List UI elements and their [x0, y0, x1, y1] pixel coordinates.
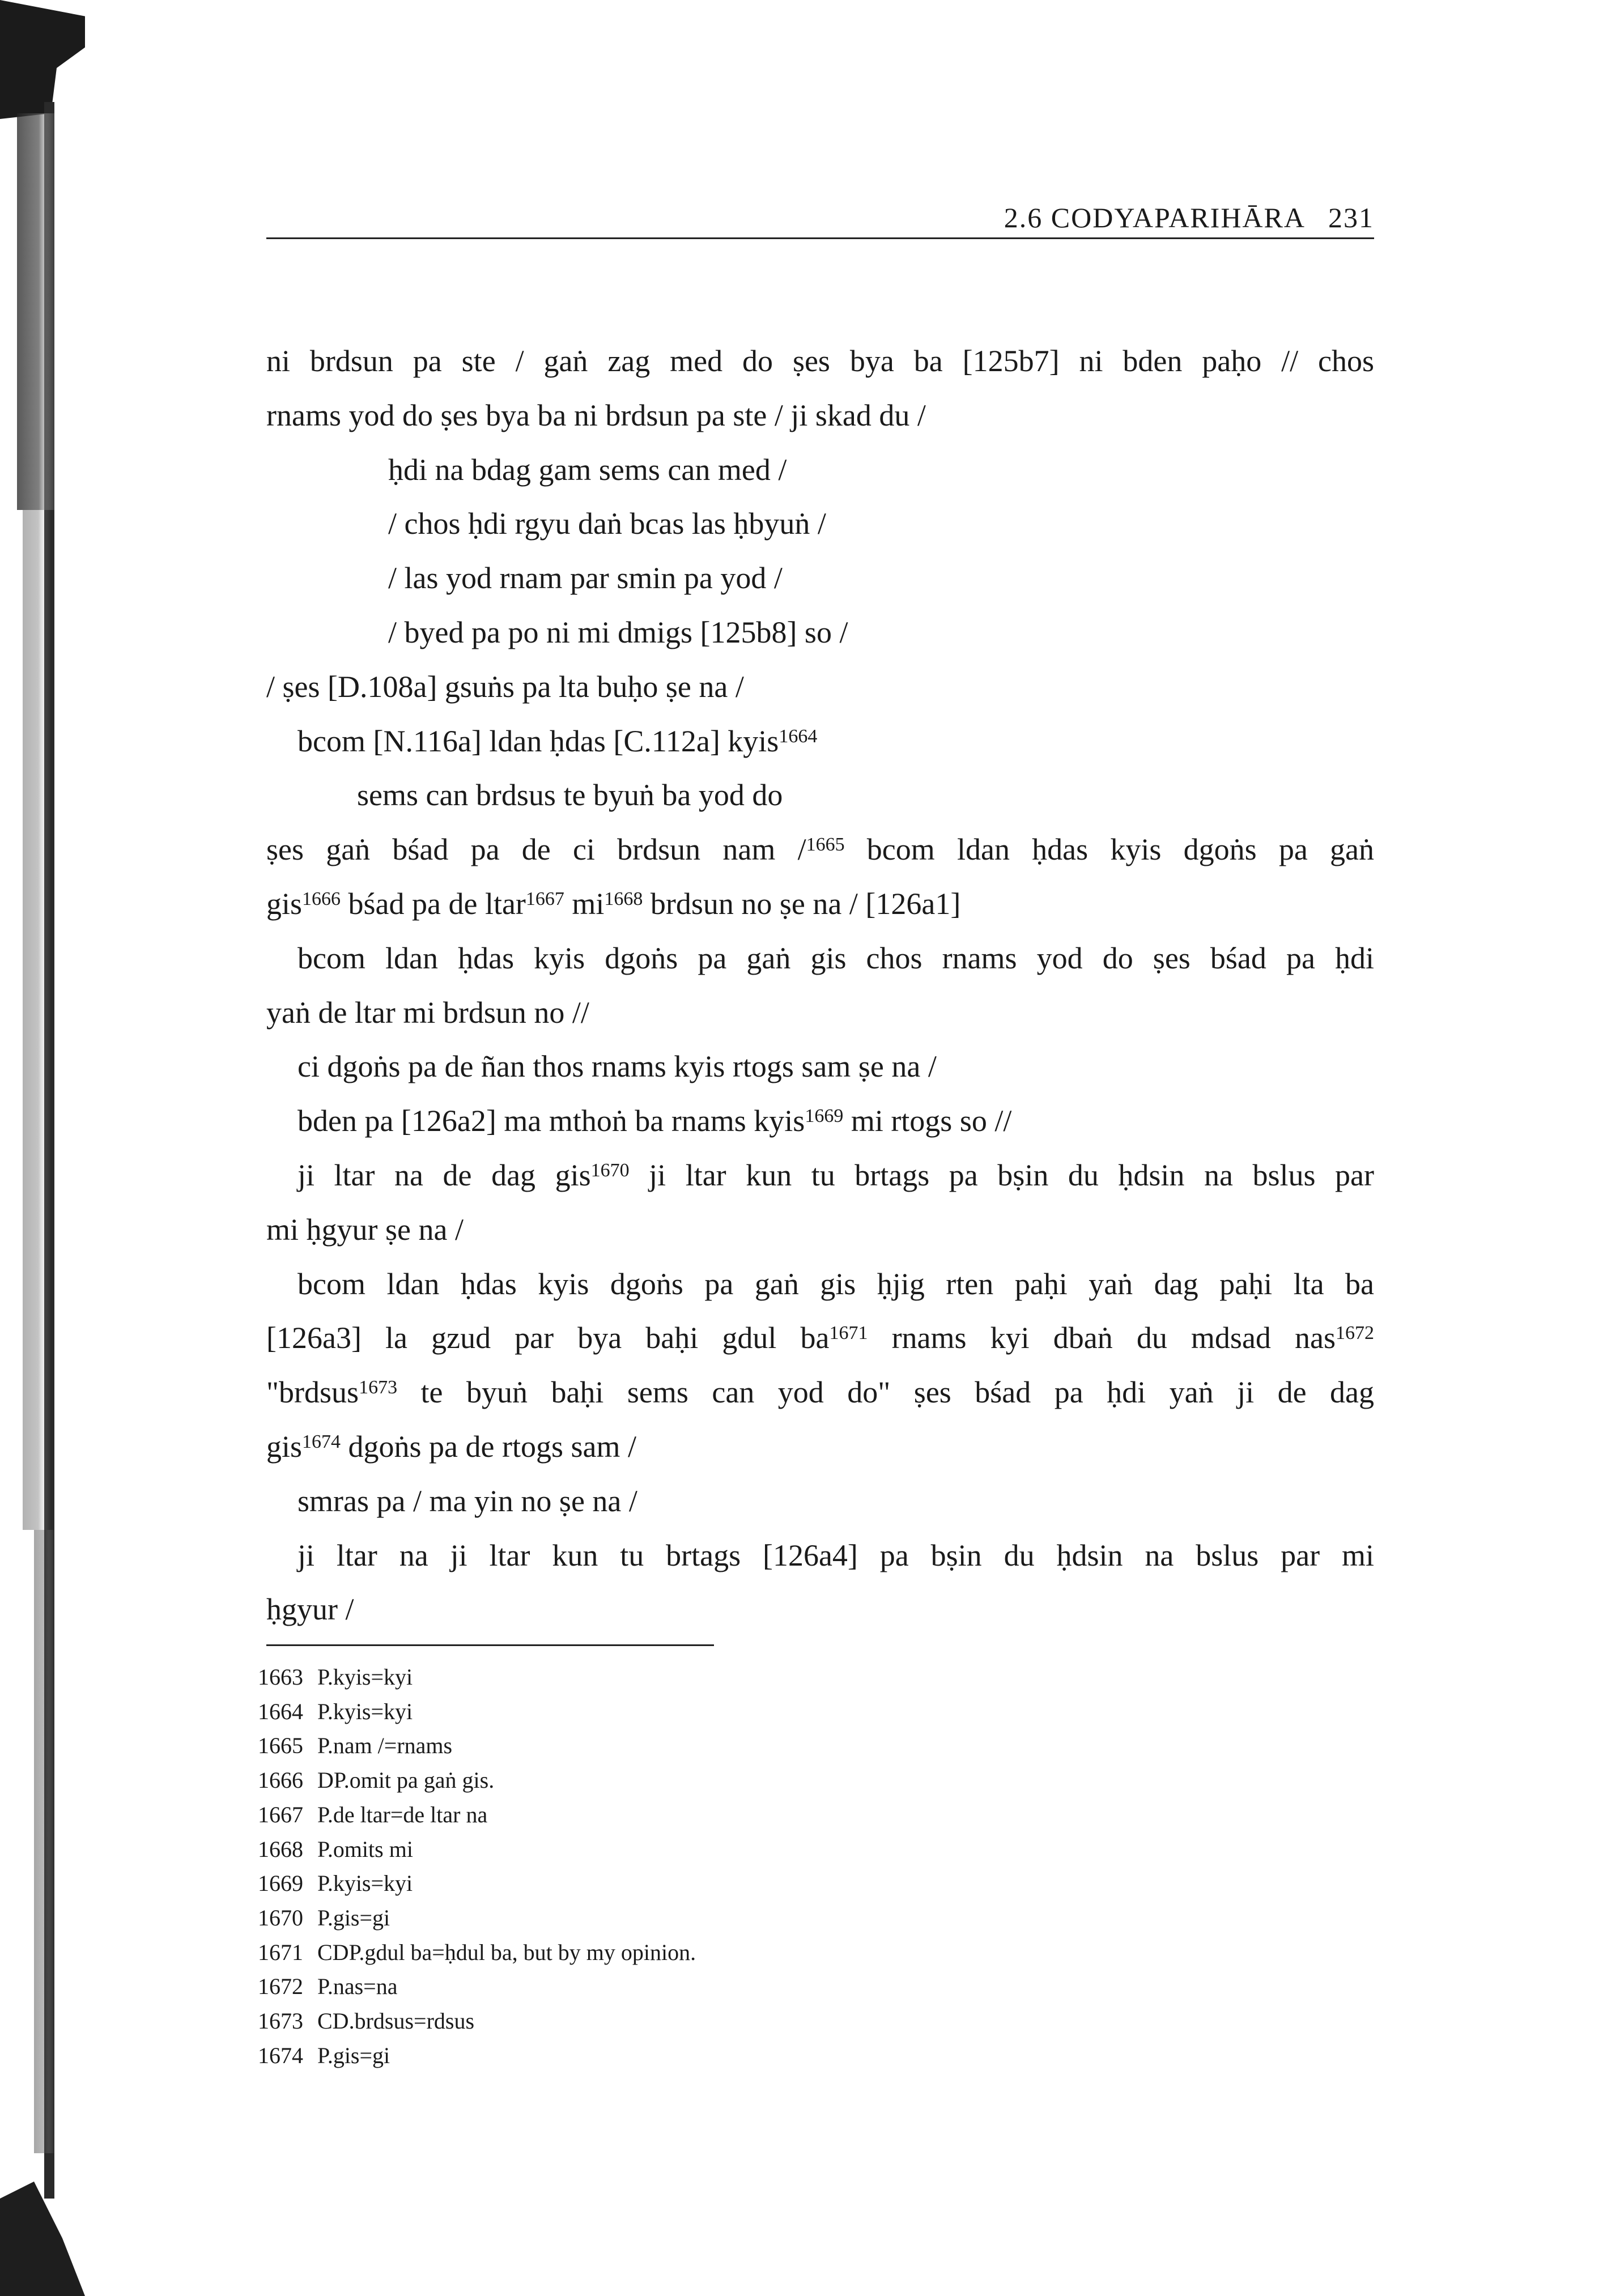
running-header [266, 204, 1374, 239]
footnote: 1668 P.omits mi [258, 1836, 413, 1862]
footnote-ref: 1671 [829, 1323, 868, 1344]
footnote: 1664 P.kyis=kyi [258, 1698, 413, 1724]
footnote-ref: 1672 [1336, 1323, 1375, 1344]
footnote: 1667 P.de ltar=de ltar na [258, 1801, 488, 1827]
text-line: rnams yod do ṣes bya ba ni brdsun pa ste / ji skad du / [266, 398, 926, 432]
text-line: bcom [N.116a] ldan ḥdas [C.112a] kyis$^{1664}$ [297, 724, 818, 758]
footnote: 1674 P.gis=gi [258, 2042, 390, 2068]
text-line: ṣes gaṅ bśad pa de ci brdsun nam /$^{1665}$ bcom ldan ḥdas kyis dgoṅs pa gaṅ [266, 832, 1374, 867]
verse-line: / chos ḥdi rgyu daṅ bcas las ḥbyuṅ / [388, 507, 826, 541]
text-line: sems can brdsus te byuṅ ba yod do [357, 778, 783, 813]
text-line: bcom ldan ḥdas kyis dgoṅs pa gaṅ gis chos rnams yod do ṣes bśad pa ḥdi [297, 941, 1374, 975]
footnote-ref: 1665 [806, 834, 845, 856]
text-line: ḥgyur / [266, 1592, 354, 1627]
text-line: [126a3] la gzud par bya baḥi gdul $ba^{1671}$ rnams kyi dbaṅ du mdsad nas$^{1672}$ [266, 1321, 1375, 1355]
text-line: smras pa / ma yin no ṣe na / [297, 1483, 637, 1518]
footnote: 1671 CDP.gdul ba=ḥdul ba, but by my opinion. [258, 1939, 696, 1965]
footnote: 1663 P.kyis=kyi [258, 1664, 413, 1690]
text-line: yaṅ de ltar mi brdsun no // [266, 995, 589, 1030]
verse-line: ḥdi na bdag gam sems can med / [388, 452, 787, 487]
footnote-ref: 1673 [359, 1377, 398, 1398]
text-line: bden pa [126a2] ma mthoṅ ba rnams kyis$^{1669}$ mi rtogs so // [297, 1104, 1012, 1138]
footnote-separator [266, 1644, 714, 1646]
footnote: 1670 P.gis=gi [258, 1904, 390, 1931]
text-line: "brdsus$^{1673}$ te byuṅ baḥi sems can yod do" ṣes bśad pa ḥdi yaṅ ji de dag [266, 1375, 1374, 1410]
text-line: gis$^{1666}$ bśad pa de ltar$^{1667}$ $mi^{1668}$ brdsun no ṣe na / [126a1] [266, 886, 961, 921]
book-spine-shadow [0, 0, 85, 2296]
footnote: 1669 P.kyis=kyi [258, 1870, 413, 1897]
text-line: ci dgoṅs pa de ñan thos rnams kyis rtogs sam ṣe na / [297, 1049, 937, 1084]
text-line: gis$^{1674}$ dgoṅs pa de rtogs sam / [266, 1429, 636, 1464]
text-line: mi ḥgyur ṣe na / [266, 1212, 464, 1247]
footnote-ref: 1674 [302, 1431, 341, 1452]
footnote-ref: 1670 [590, 1159, 630, 1181]
text-line: ni brdsun pa ste / gaṅ zag med do ṣes bya ba [125b7] ni bden paḥo // chos [266, 344, 1374, 378]
footnote: 1673 CD.brdsus=rdsus [258, 2008, 475, 2034]
verse-line: / las yod rnam par smin pa yod / [388, 561, 783, 596]
footnote: 1665 P.nam /=rnams [258, 1733, 453, 1759]
text-line: ji ltar na de dag gis$^{1670}$ ji ltar kun tu brtags pa bṣin du ḥdsin na bslus par [297, 1158, 1375, 1192]
footnote-ref: 1666 [302, 888, 341, 909]
footnote: 1666 DP.omit pa gaṅ gis. [258, 1767, 495, 1793]
footnote-ref: 1667 [525, 888, 564, 909]
main-text [266, 334, 1374, 1637]
footnotes [258, 1660, 1051, 2073]
footnote-ref: 1664 [779, 725, 818, 747]
footnote-ref: 1669 [805, 1106, 844, 1127]
footnote-ref: 1668 [604, 888, 643, 909]
verse-line: / byed pa po ni mi dmigs [125b8] so / [388, 615, 848, 649]
section-title: 2.6 CODYAPARIHĀRA [1004, 202, 1306, 233]
footnote: 1672 P.nas=na [258, 1974, 398, 2000]
text-line: bcom ldan ḥdas kyis dgoṅs pa gaṅ gis ḥjig rten paḥi yaṅ dag paḥi lta ba [297, 1266, 1374, 1301]
text-line: / ṣes [D.108a] gsuṅs pa lta buḥo ṣe na / [266, 669, 744, 704]
text-line: ji ltar na ji ltar kun tu brtags [126a4] pa bṣin du ḥdsin na bslus par mi [297, 1538, 1374, 1572]
page-number: 231 [1328, 202, 1374, 233]
